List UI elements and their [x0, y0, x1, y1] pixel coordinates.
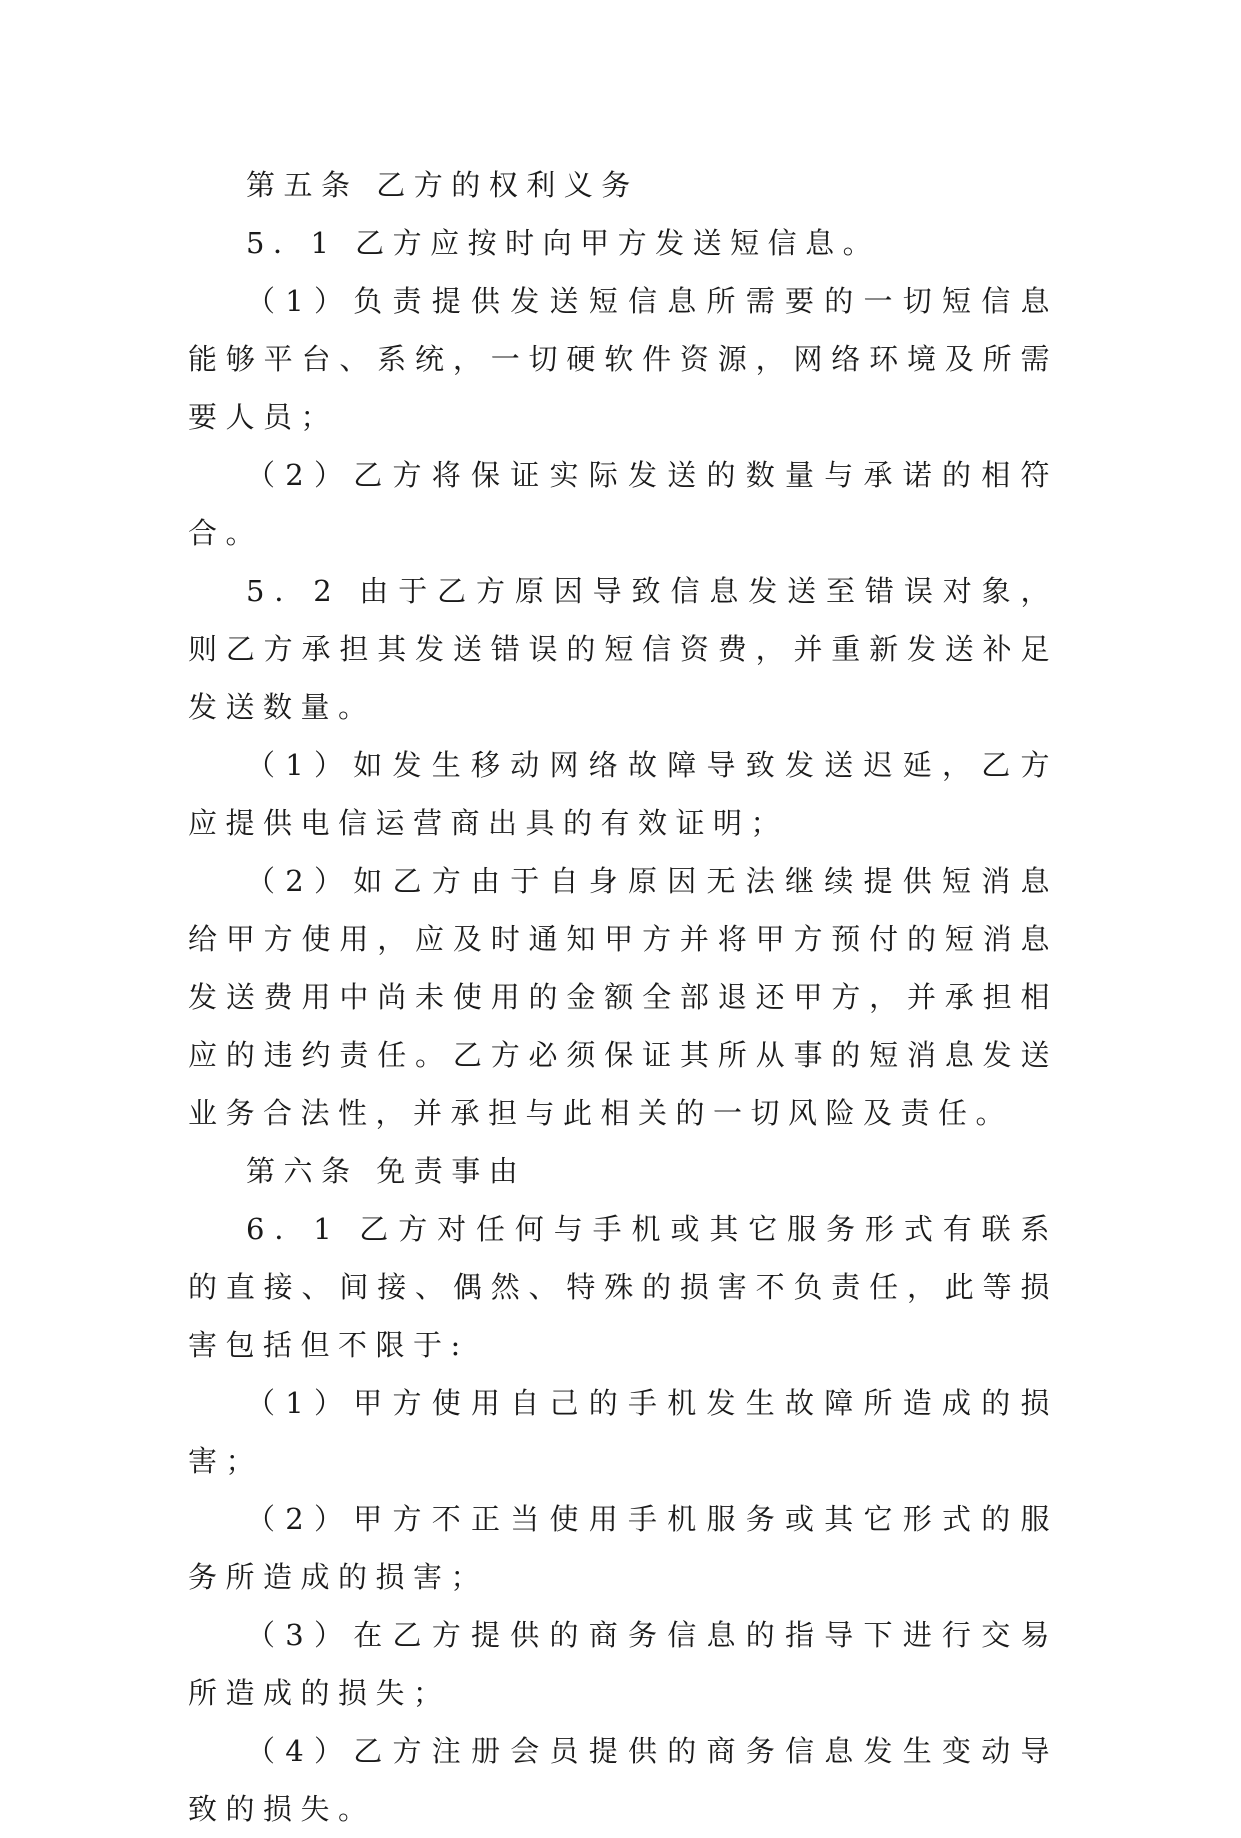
- clause-5-2: 5．2 由于乙方原因导致信息发送至错误对象，则乙方承担其发送错误的短信资费，并重新发送补足发送数量。: [188, 574, 1058, 724]
- clause-6-1: 6．1 乙方对任何与手机或其它服务形式有联系的直接、间接、偶然、特殊的损害不负责任，此等损害包括但不限于:: [188, 1212, 1058, 1362]
- clause-5-2-item-1: （1）如发生移动网络故障导致发送迟延，乙方应提供电信运营商出具的有效证明；: [188, 748, 1058, 840]
- clause-5-1: 5．1 乙方应按时向甲方发送短信息。: [246, 226, 881, 260]
- article-6-heading: 第六条 免责事由: [246, 1154, 527, 1188]
- clause-5-1-item-1: （1）负责提供发送短信息所需要的一切短信息能够平台、系统，一切硬软件资源，网络环境及所需要人员；: [188, 284, 1058, 434]
- clause-6-1-item-2: （2）甲方不正当使用手机服务或其它形式的服务所造成的损害；: [188, 1502, 1058, 1594]
- clause-6-1-item-4: （4）乙方注册会员提供的商务信息发生变动导致的损失。: [188, 1734, 1058, 1826]
- clause-5-2-item-2: （2）如乙方由于自身原因无法继续提供短消息给甲方使用，应及时通知甲方并将甲方预付的短消息发送费用中尚未使用的金额全部退还甲方，并承担相应的违约责任。乙方必须保证其所从事的短消息发送业务合法性，并承担与此相关的一切风险及责任。: [188, 864, 1058, 1130]
- clause-6-1-item-3: （3）在乙方提供的商务信息的指导下进行交易所造成的损失；: [188, 1618, 1058, 1710]
- clause-6-1-item-1: （1）甲方使用自己的手机发生故障所造成的损害；: [188, 1386, 1058, 1478]
- clause-5-1-item-2: （2）乙方将保证实际发送的数量与承诺的相符合。: [188, 458, 1058, 550]
- article-5-heading: 第五条 乙方的权利义务: [246, 168, 639, 202]
- document-body: [188, 156, 1058, 1838]
